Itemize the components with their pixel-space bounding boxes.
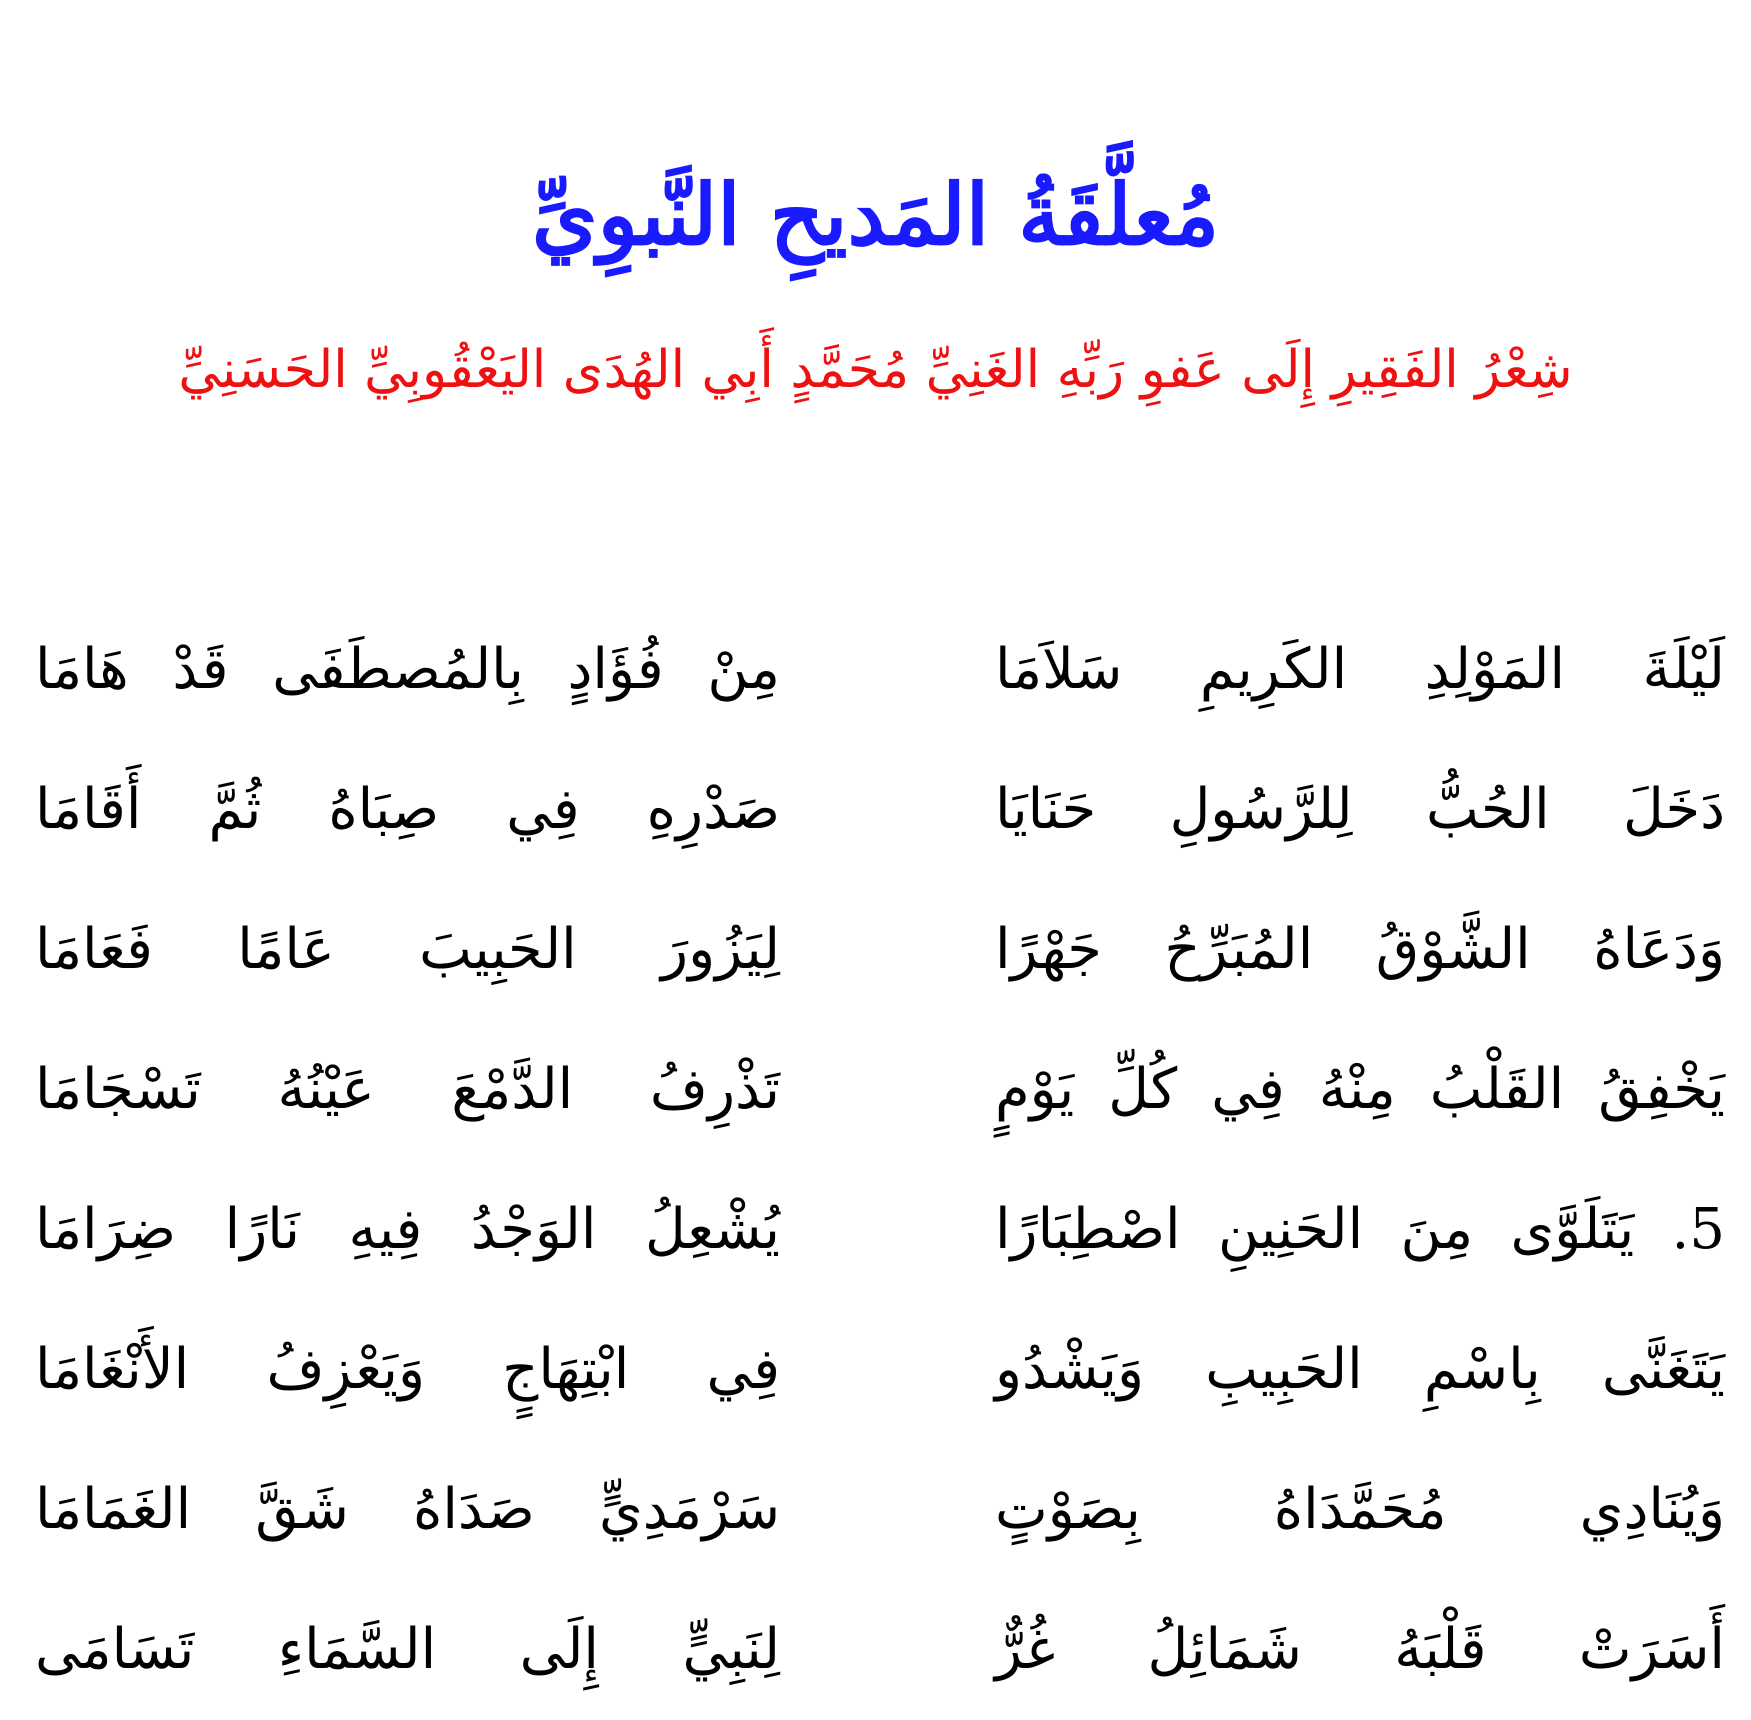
poem-author-line: شِعْرُ الفَقِيرِ إِلَى عَفوِ رَبِّهِ الغَنِيِّ مُحَمَّدٍ أَبِي الهُدَى اليَعْقُوبِيِّ الحَسَنِيِّ bbox=[178, 340, 1573, 400]
second-hemistich: مِنْ فُؤَادٍ بِالمُصطَفَى قَدْ هَامَا bbox=[35, 637, 780, 702]
first-hemistich: دَخَلَ الحُبُّ لِلرَّسُولِ حَنَايَا bbox=[995, 777, 1725, 842]
second-hemistich: فِي ابْتِهَاجٍ وَيَعْزِفُ الأَنْغَامَا bbox=[35, 1337, 780, 1402]
first-hemistich: يَخْفِقُ القَلْبُ مِنْهُ فِي كُلِّ يَوْمٍ bbox=[995, 1057, 1725, 1122]
verse-row bbox=[20, 1160, 1725, 1300]
first-hemistich: 5. يَتَلَوَّى مِنَ الحَنِينِ اصْطِبَارًا bbox=[995, 1197, 1725, 1262]
verse-row bbox=[20, 740, 1725, 880]
second-hemistich: صَدْرِهِ فِي صِبَاهُ ثُمَّ أَقَامَا bbox=[35, 777, 780, 842]
verse-row bbox=[20, 600, 1725, 740]
poem-title: مُعلَّقَةُ المَديحِ النَّبوِيِّ bbox=[531, 165, 1220, 264]
verse-row bbox=[20, 880, 1725, 1020]
first-hemistich: أَسَرَتْ قَلْبَهُ شَمَائِلُ غُرٌّ bbox=[995, 1617, 1725, 1682]
verse-row bbox=[20, 1580, 1725, 1720]
verse-row bbox=[20, 1020, 1725, 1160]
first-hemistich: وَيُنَادِي مُحَمَّدَاهُ بِصَوْتٍ bbox=[995, 1477, 1725, 1542]
second-hemistich: لِنَبِيٍّ إِلَى السَّمَاءِ تَسَامَى bbox=[35, 1617, 780, 1682]
second-hemistich: لِيَزُورَ الحَبِيبَ عَامًا فَعَامَا bbox=[35, 917, 780, 982]
second-hemistich: يُشْعِلُ الوَجْدُ فِيهِ نَارًا ضِرَامَا bbox=[35, 1197, 780, 1262]
first-hemistich: يَتَغَنَّى بِاسْمِ الحَبِيبِ وَيَشْدُو bbox=[995, 1337, 1725, 1402]
verse-list bbox=[20, 600, 1725, 1720]
second-hemistich: تَذْرِفُ الدَّمْعَ عَيْنُهُ تَسْجَامَا bbox=[35, 1057, 780, 1122]
first-hemistich: وَدَعَاهُ الشَّوْقُ المُبَرِّحُ جَهْرًا bbox=[995, 917, 1725, 982]
first-hemistich: لَيْلَةَ المَوْلِدِ الكَرِيمِ سَلاَمَا bbox=[995, 637, 1725, 702]
second-hemistich: سَرْمَدِيٍّ صَدَاهُ شَقَّ الغَمَامَا bbox=[35, 1477, 780, 1542]
verse-row bbox=[20, 1300, 1725, 1440]
verse-row bbox=[20, 1440, 1725, 1580]
